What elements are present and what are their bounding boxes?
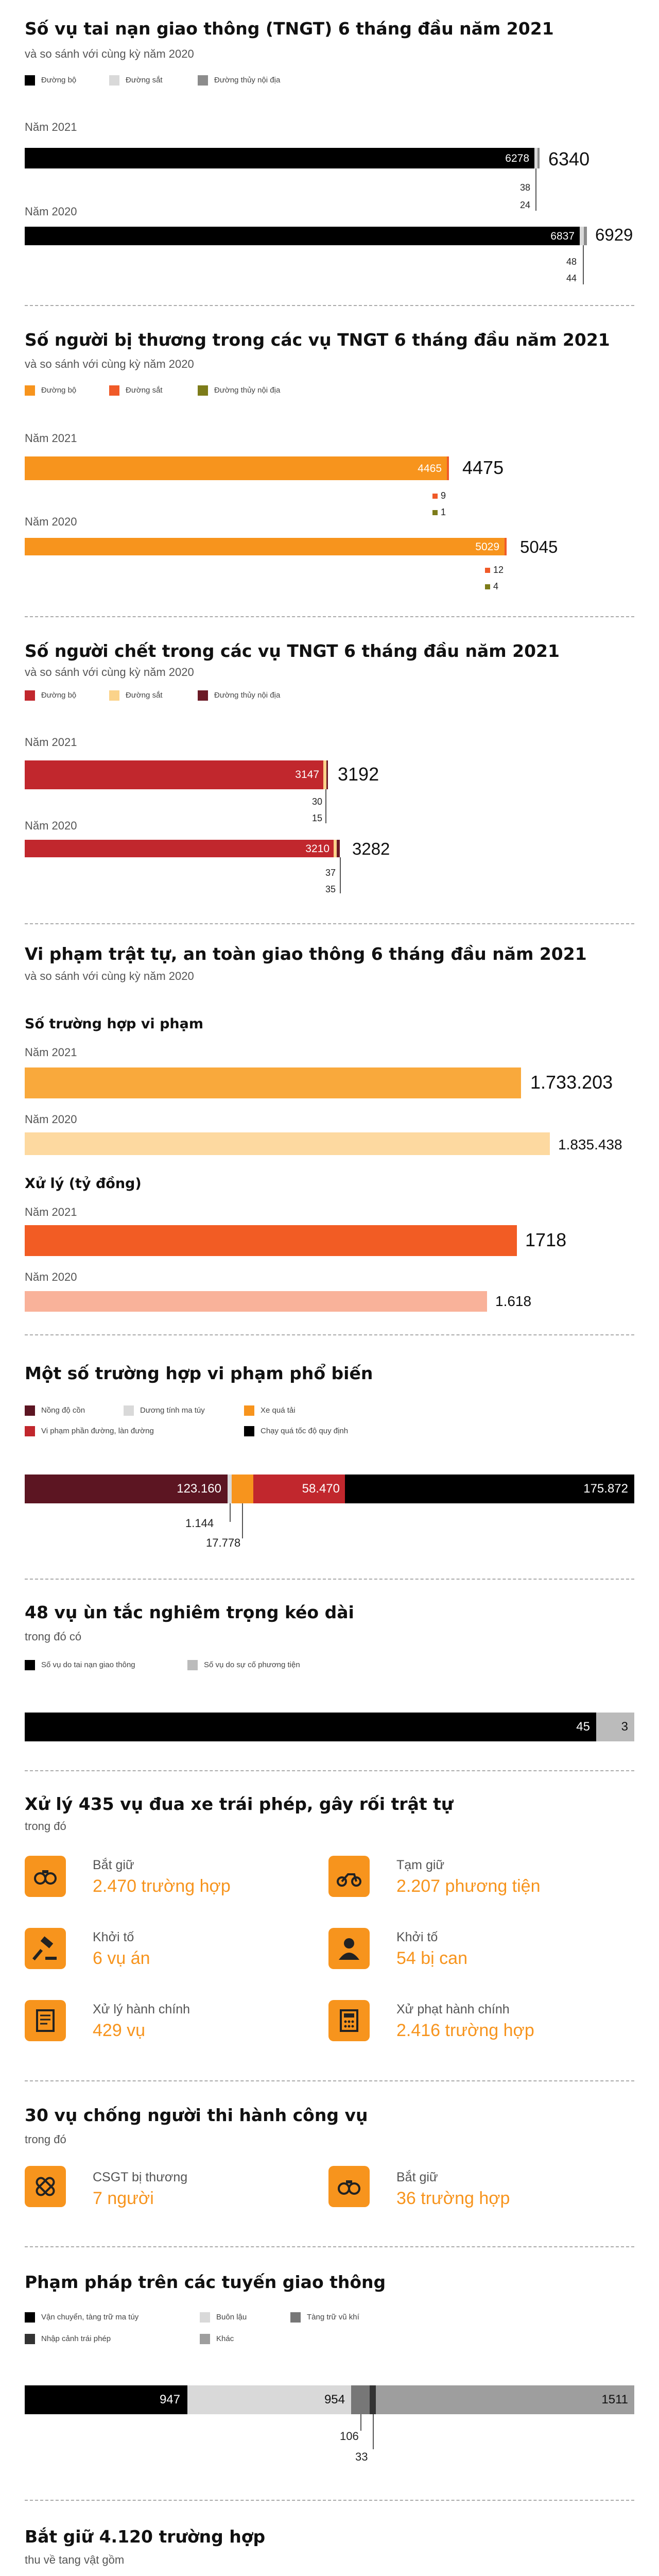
s1-subtitle: và so sánh với cùng kỳ năm 2020 [25, 47, 194, 60]
rail-value: 48 [566, 257, 577, 267]
leader-line [360, 2414, 361, 2431]
leader-line [325, 789, 326, 823]
legend-swatch [198, 75, 208, 86]
legend-swatch [25, 1426, 35, 1436]
bandage-icon [25, 2166, 66, 2207]
s8-subtitle: trong đó [25, 2133, 66, 2146]
bar-water-2021 [537, 148, 540, 168]
item-value: 2.416 trường hợp [396, 2021, 534, 2040]
calculator-icon [328, 2000, 370, 2041]
person-icon [328, 1928, 370, 1969]
year-label: Năm 2020 [25, 205, 77, 218]
legend-label: Đường bộ [41, 386, 77, 395]
item-value: 36 trường hợp [396, 2189, 510, 2208]
item-label: Bắt giữ [93, 1858, 134, 1872]
legend-swatch [244, 1405, 254, 1416]
leader-line [373, 2414, 374, 2449]
s4-sub-violations: Số trường hợp vi phạm [25, 1016, 203, 1032]
item-value: 2.470 trường hợp [93, 1876, 231, 1896]
legend-swatch [198, 385, 208, 396]
item-label: Bắt giữ [396, 2170, 438, 2184]
total-value: 1.618 [495, 1293, 532, 1309]
legend-swatch [25, 2334, 35, 2344]
legend-label: Đường bộ [41, 76, 77, 84]
bar-rail-2020 [505, 538, 507, 555]
item-value: 7 người [93, 2189, 154, 2208]
divider [25, 2246, 634, 2247]
leader-line [230, 1503, 231, 1522]
legend-swatch [290, 2312, 301, 2323]
year-label: Năm 2021 [25, 1046, 77, 1059]
bar-rail-2020 [580, 227, 584, 245]
year-label: Năm 2020 [25, 819, 77, 832]
year-label: Năm 2020 [25, 515, 77, 528]
legend-label: Khác [216, 2334, 234, 2343]
total-value: 4475 [462, 457, 504, 478]
legend-label: Xe quá tải [261, 1406, 296, 1415]
seg-value: 17.778 [206, 1536, 241, 1549]
s4-subtitle: và so sánh với cùng kỳ năm 2020 [25, 970, 194, 982]
s6-subtitle: trong đó có [25, 1630, 82, 1643]
legend-label: Đường bộ [41, 691, 77, 700]
year-label: Năm 2021 [25, 736, 77, 749]
legend-swatch [25, 75, 35, 86]
legend-label: Đường thủy nội địa [214, 691, 281, 700]
seg-value: 954 [324, 2393, 345, 2406]
total-value: 3192 [338, 764, 379, 785]
legend-swatch [25, 385, 35, 396]
seg-illegal-entry [370, 2385, 376, 2414]
divider [25, 923, 634, 924]
year-label: Năm 2021 [25, 432, 77, 445]
leader-line [535, 168, 536, 211]
seg-drugs [228, 1475, 232, 1503]
year-label: Năm 2021 [25, 121, 77, 133]
s10-subtitle: thu về tang vật gồm [25, 2553, 125, 2566]
gavel-icon [25, 1928, 66, 1969]
total-value: 1.733.203 [530, 1072, 613, 1093]
s8-title: 30 vụ chống người thi hành công vụ [25, 2105, 368, 2125]
item-label: Xử lý hành chính [93, 2002, 190, 2016]
legend-swatch [200, 2312, 210, 2323]
item-value: 2.207 phương tiện [396, 1876, 541, 1896]
legend-label: Buôn lậu [216, 2313, 247, 2321]
total-value: 1718 [525, 1229, 567, 1250]
legend-label: Tàng trữ vũ khí [307, 2313, 359, 2321]
rail-value: 12 [493, 565, 504, 575]
year-label: Năm 2020 [25, 1113, 77, 1126]
s7-title: Xử lý 435 vụ đua xe trái phép, gây rối trật tự [25, 1794, 454, 1814]
s7-subtitle: trong đó [25, 1820, 66, 1833]
divider [25, 1579, 634, 1580]
bar-value: 5029 [475, 541, 499, 553]
bar-value: 4465 [418, 463, 442, 474]
rail-value: 30 [312, 796, 323, 807]
total-value: 3282 [352, 839, 390, 858]
legend-swatch [109, 690, 119, 701]
bar-violations-2021 [25, 1067, 521, 1098]
divider [25, 2080, 634, 2081]
seg-value: 175.872 [583, 1482, 628, 1496]
water-value: 4 [493, 581, 499, 591]
item-value: 429 vụ [93, 2021, 146, 2040]
bar-fines-2020 [25, 1291, 487, 1312]
legend-swatch [200, 2334, 210, 2344]
year-label: Năm 2021 [25, 1206, 77, 1218]
total-value: 6929 [595, 225, 633, 244]
legend-label: Vận chuyển, tàng trữ ma túy [41, 2313, 139, 2321]
water-value: 15 [312, 813, 323, 823]
seg-overload [232, 1475, 253, 1503]
leader-line [340, 857, 341, 893]
item-value: 6 vụ án [93, 1948, 150, 1968]
legend-swatch [187, 1660, 198, 1670]
s2-subtitle: và so sánh với cùng kỳ năm 2020 [25, 358, 194, 370]
bar-value: 3147 [295, 769, 319, 781]
bar-rail-2021 [447, 456, 449, 480]
seg-value: 33 [355, 2450, 368, 2463]
year-label: Năm 2020 [25, 1270, 77, 1283]
rail-swatch [485, 568, 490, 573]
legend-swatch [244, 1426, 254, 1436]
divider [25, 305, 634, 306]
legend-label: Nhập cảnh trái phép [41, 2334, 111, 2343]
seg-weapons [351, 2385, 370, 2414]
rail-value: 38 [520, 182, 531, 193]
item-value: 54 bị can [396, 1948, 467, 1968]
s3-subtitle: và so sánh với cùng kỳ năm 2020 [25, 666, 194, 679]
seg-value: 123.160 [177, 1482, 221, 1496]
legend-swatch [124, 1405, 134, 1416]
item-label: Tạm giữ [396, 1858, 445, 1872]
seg-value: 45 [576, 1720, 590, 1734]
legend-swatch [25, 2312, 35, 2323]
legend-label: Nồng độ cồn [41, 1406, 85, 1415]
rail-value: 37 [325, 868, 336, 878]
bar-fines-2021 [25, 1225, 517, 1256]
seg-value: 58.470 [302, 1482, 340, 1496]
item-label: Khởi tố [93, 1930, 134, 1944]
seg-value: 106 [340, 2430, 359, 2443]
legend-label: Số vụ do tai nạn giao thông [41, 1660, 135, 1669]
s1-title: Số vụ tai nạn giao thông (TNGT) 6 tháng đầu năm 2021 [25, 19, 554, 39]
legend-swatch [109, 385, 119, 396]
leader-line [242, 1503, 243, 1538]
total-value: 6340 [548, 148, 590, 170]
divider [25, 1334, 634, 1335]
s6-title: 48 vụ ùn tắc nghiêm trọng kéo dài [25, 1602, 354, 1622]
item-label: CSGT bị thương [93, 2170, 188, 2184]
water-value: 35 [325, 884, 336, 894]
s9-title: Phạm pháp trên các tuyến giao thông [25, 2272, 386, 2292]
rail-value: 9 [441, 490, 446, 501]
legend-label: Đường sắt [126, 691, 163, 700]
legend-label: Số vụ do sự cố phương tiện [204, 1660, 300, 1669]
total-value: 1.835.438 [558, 1137, 622, 1153]
s4-title: Vi phạm trật tự, an toàn giao thông 6 tháng đầu năm 2021 [25, 944, 587, 964]
seg-value: 947 [159, 2393, 180, 2406]
legend-label: Đường thủy nội địa [214, 76, 281, 84]
legend-swatch [25, 1660, 35, 1670]
legend-label: Đường sắt [126, 386, 163, 395]
divider [25, 2500, 634, 2501]
legend-swatch [109, 75, 119, 86]
water-swatch [485, 584, 490, 589]
bar-value: 6837 [550, 230, 575, 242]
item-label: Xử phạt hành chính [396, 2002, 510, 2016]
bar-value: 6278 [505, 152, 529, 164]
total-value: 5045 [520, 537, 558, 556]
divider [25, 616, 634, 617]
legend-label: Chạy quá tốc độ quy định [261, 1427, 349, 1435]
bar-water-2020 [337, 840, 340, 857]
legend-swatch [25, 1405, 35, 1416]
bar-water-2021 [326, 760, 328, 789]
handcuffs-icon [25, 1856, 66, 1897]
legend-label: Đường sắt [126, 76, 163, 84]
document-icon [25, 2000, 66, 2041]
s10-title: Bắt giữ 4.120 trường hợp [25, 2527, 266, 2547]
seg-accident [25, 1713, 596, 1741]
s2-title: Số người bị thương trong các vụ TNGT 6 tháng đầu năm 2021 [25, 330, 610, 350]
seg-value: 1.144 [185, 1517, 214, 1530]
bar-water-2020 [584, 227, 587, 245]
bar-violations-2020 [25, 1132, 550, 1155]
water-value: 44 [566, 273, 577, 283]
divider [25, 1770, 634, 1771]
legend-label: Đường thủy nội địa [214, 386, 281, 395]
water-swatch [432, 510, 438, 515]
legend-label: Vi phạm phần đường, làn đường [41, 1427, 154, 1435]
bar-value: 3210 [305, 843, 330, 855]
rail-swatch [432, 494, 438, 499]
s5-title: Một số trường hợp vi phạm phổ biến [25, 1363, 373, 1383]
seg-value: 3 [621, 1720, 628, 1734]
s4-sub-fines: Xử lý (tỷ đồng) [25, 1176, 142, 1192]
item-label: Khởi tố [396, 1930, 438, 1944]
leader-line [583, 245, 584, 284]
seg-value: 1511 [601, 2393, 628, 2406]
legend-swatch [25, 690, 35, 701]
legend-swatch [198, 690, 208, 701]
motorbike-icon [328, 1856, 370, 1897]
handcuffs-icon [328, 2166, 370, 2207]
water-value: 1 [441, 507, 446, 517]
water-value: 24 [520, 200, 531, 210]
legend-label: Dương tính ma túy [140, 1406, 205, 1415]
s3-title: Số người chết trong các vụ TNGT 6 tháng đầu năm 2021 [25, 641, 560, 661]
